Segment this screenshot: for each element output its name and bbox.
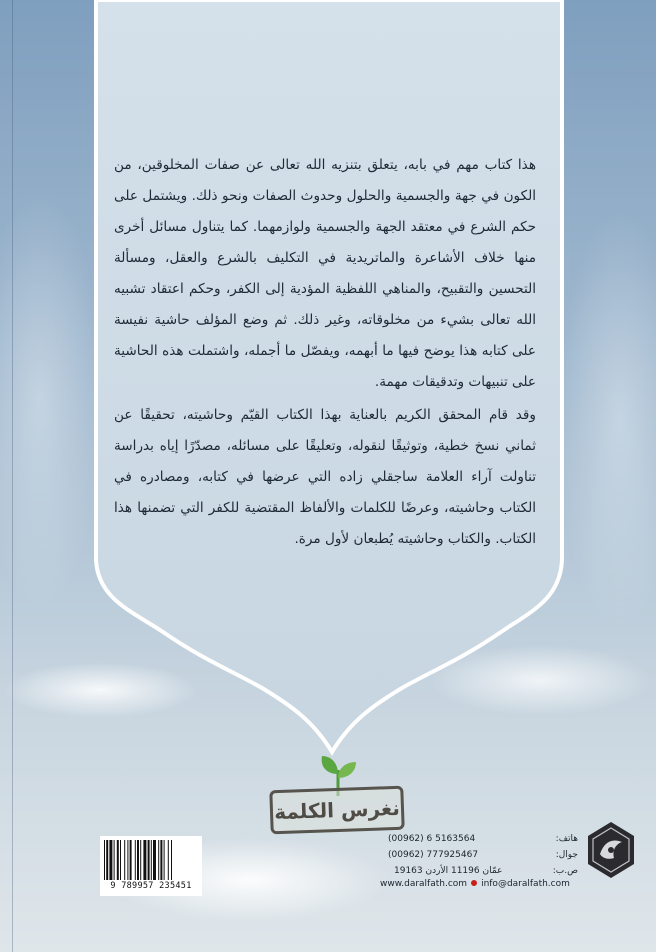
web-contact bbox=[380, 879, 570, 889]
barcode-bar bbox=[151, 840, 152, 880]
barcode-bar bbox=[168, 840, 169, 880]
mobile-value: (00962) 777925467 bbox=[388, 850, 479, 860]
bullet-icon bbox=[471, 880, 477, 886]
barcode-bar bbox=[164, 840, 165, 880]
barcode-bar bbox=[120, 840, 121, 880]
barcode-bar bbox=[143, 840, 146, 880]
isbn-barcode bbox=[100, 836, 202, 896]
series-logo bbox=[269, 786, 404, 835]
phone-label: هاتف: bbox=[555, 834, 578, 844]
book-description bbox=[114, 150, 536, 555]
barcode-bar bbox=[171, 840, 172, 880]
mobile-label: جوال: bbox=[555, 850, 578, 860]
isbn-number: 9 789957 235451 bbox=[110, 881, 192, 891]
barcode-bar bbox=[148, 840, 150, 880]
barcode-bar bbox=[117, 840, 119, 880]
publisher-contact bbox=[388, 831, 578, 879]
barcode-bar bbox=[153, 840, 156, 880]
barcode-bar bbox=[106, 840, 108, 880]
barcode-bar bbox=[127, 840, 128, 880]
pobox-value: 19163 عمّان 11196 الأردن bbox=[394, 866, 503, 876]
barcode-bar bbox=[140, 840, 141, 880]
barcode-bar bbox=[158, 840, 159, 880]
barcode-bar bbox=[160, 840, 162, 880]
description-paragraph-1: هذا كتاب مهم في بابه، يتعلق بتنزيه الله تعالى عن صفات المخلوقين، من الكون في جهة والجسمية والحلول وحدوث الصفات ونحو ذلك. ويشتمل على حكم الشرع في معتقد الجهة والجسمية ولوازمهما. كما يتناول مسائل أخرى منها خلاف الأشاعرة والماتريدية في التكليف بالشرع والعقل، ومسألة التحسين والتقبيح، والمناهي اللفظية المؤدية إلى الكفر، وحكم اعتقاد تشبيه الله تعالى بشيء من مخلوقاته، وغير ذلك. ثم وضع المؤلف حاشية نفيسة على كتابه هذا يوضح فيها ما أبهمه، ويفصّل ما أجمله، واشتملت هذه الحاشية على تنبيهات وتدقيقات مهمة. bbox=[114, 157, 536, 390]
description-paragraph-2: وقد قام المحقق الكريم بالعناية بهذا الكتاب القيّم وحاشيته، تحقيقًا عن ثماني نسخ خطية، وتوثيقًا لنقوله، وتعليقًا على مسائله، مصدّرًا إياه بدراسة تناولت آراء العلامة ساجقلي زاده التي عرضها في كتابه، ومصادره في الكتاب وحاشيته، وعرضًا للكلمات والألفاظ المقتضية للكفر التي تضمنها هذا الكتاب. والكتاب وحاشيته يُطبعان لأول مرة. bbox=[114, 407, 536, 547]
email-link[interactable]: info@daralfath.com bbox=[481, 879, 570, 889]
barcode-bar bbox=[104, 840, 105, 880]
barcode-bar bbox=[109, 840, 112, 880]
website-link[interactable]: www.daralfath.com bbox=[380, 879, 468, 889]
publisher-logo-icon bbox=[582, 820, 640, 880]
pobox-label: ص.ب: bbox=[552, 866, 578, 876]
barcode-bar bbox=[130, 840, 132, 880]
series-logo-text: نغرس الكلمة bbox=[273, 795, 401, 825]
barcode-bars bbox=[104, 840, 198, 880]
phone-value: (00962) 6 5163564 bbox=[388, 834, 476, 844]
barcode-bar bbox=[114, 840, 115, 880]
barcode-bar bbox=[137, 840, 139, 880]
barcode-bar bbox=[124, 840, 125, 880]
barcode-bar bbox=[135, 840, 136, 880]
